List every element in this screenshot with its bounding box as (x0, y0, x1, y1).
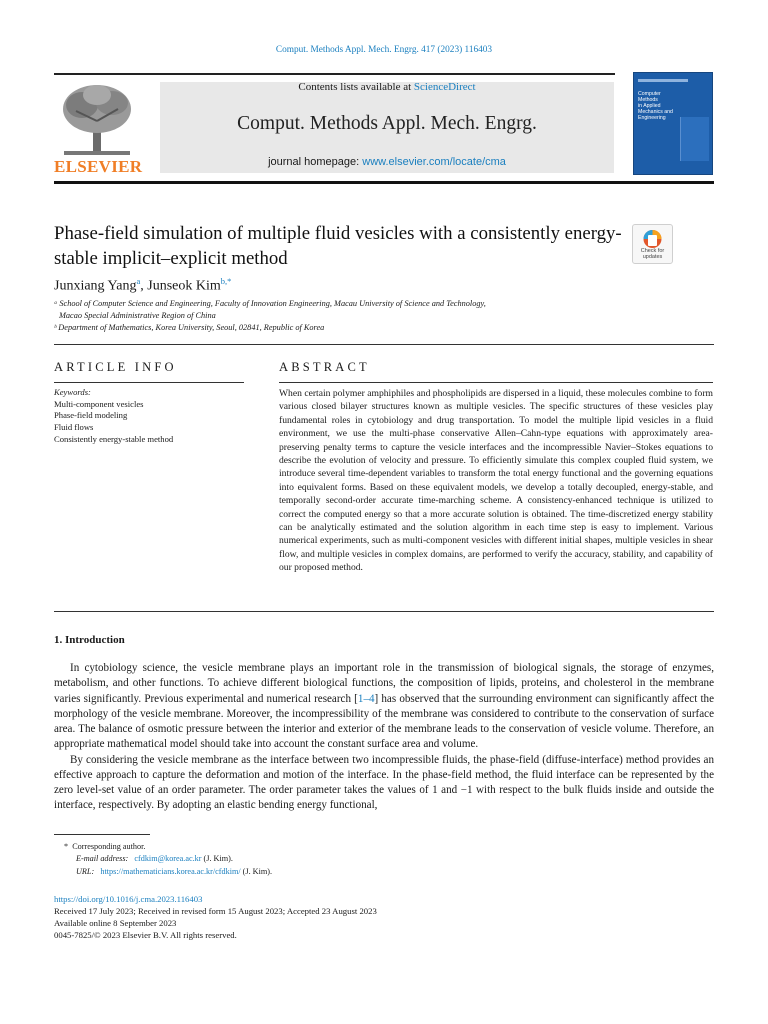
author-name[interactable]: Junxiang Yang (54, 278, 137, 294)
keywords-block (54, 387, 254, 446)
footnote-email (76, 853, 233, 865)
footnote-rule (54, 834, 150, 835)
footnote-url (76, 866, 272, 878)
cover-graphic (680, 117, 709, 161)
introduction-body (54, 661, 714, 814)
abstract-rule (279, 382, 713, 383)
journal-cover-image[interactable] (633, 72, 713, 175)
elsevier-wordmark: ELSEVIER (54, 157, 143, 176)
article-info-rule (54, 382, 244, 383)
article-title: Phase-field simulation of multiple fluid vesicles with a consistently energy-stable implicit–explicit method (54, 223, 622, 269)
intro-p1-text-cont: ] has observed that the surrounding environment can significantly affect the morphology of the vesicle membrane. Moreover, the incompressibility of the membrane was considered to contribute to the conservation of surface area. The balance of osmotic pressure between the interior and exterior of the membrane leads to the conservation of vesicle volume. Therefore, an appropriate mathematical model should take into account the constant surface area and volume. (54, 692, 714, 751)
keyword-item: Phase-field modeling (54, 410, 128, 421)
email-suffix: (J. Kim). (203, 854, 233, 863)
journal-homepage-line (160, 156, 614, 168)
author-name[interactable]: Junseok Kim (147, 278, 221, 294)
cover-title-line: Computer (638, 91, 661, 97)
url-link[interactable]: https://mathematicians.korea.ac.kr/cfdkim/ (100, 867, 241, 876)
contents-line (160, 81, 614, 93)
footnote-corresponding (64, 841, 145, 853)
sciencedirect-link[interactable]: ScienceDirect (413, 81, 476, 93)
url-label: URL: (76, 867, 95, 876)
email-link[interactable]: cfdkim@korea.ac.kr (134, 854, 202, 863)
header-bottom-rule (54, 181, 714, 184)
intro-p1-text: In cytobiology science, the vesicle membrane plays an important role in the transmission of biological signals, the storage of enzymes, metabolism, and other functions. To achieve different biological functions, the composition of lipids, proteins, and cholesterol in the membrane varies significantly. Previous experimental and numerical research [ (54, 662, 714, 705)
keyword-item: Fluid flows (54, 422, 94, 433)
affiliation-a: ᵃ School of Computer Science and Engineering, Faculty of Innovation Engineering, Macau University of Science and Technology, (54, 299, 486, 308)
journal-name: Comput. Methods Appl. Mech. Engrg. (237, 113, 537, 134)
email-label: E-mail address: (76, 854, 129, 863)
introduction-heading: 1. Introduction (54, 634, 125, 646)
footnote-mark: * (64, 842, 69, 851)
copyright-line: 0045-7825/© 2023 Elsevier B.V. All rights reserved. (54, 930, 237, 940)
affiliation-a-cont: Macao Special Administrative Region of China (59, 311, 216, 320)
abstract-text: When certain polymer amphiphiles and phospholipids are dispersed in a liquid, these molecules combine to form various closed bilayer structures known as multiple vesicles. The specific structures of these vesicles play fundamental roles in cytobiology and drug transportation. To model the multiple lipid vesicles in a fluid environment, we use the multi-phase conservative Allen–Cahn-type equations with approximately area-preserving penalty terms to capture the vesicle interfaces and the incompressible Navier–Stokes equations to describe the evolution of velocity and pressure. To efficiently simulate this complex coupled fluid system, we introduce several time-dependent variables to transform the total energy functional and the governing equations into equivalent forms. Based on these equivalent models, we develop a totally decoupled, energy-stable, and temporally second-order accurate time-marching scheme. A consistency-enhanced technique is utilized to correct the computed energy so that a more accurate solution is obtained. The time-discretized energy stability can be analytically estimated and the solution algorithm in each time step is easy to implement. Various numerical experiments, such as multi-component vesicles with different initial shapes, multiple vesicles in shear flow, and multiple vesicles in complex domains, are performed to verify the accuracy, stability, and capability of our proposed method. (279, 388, 713, 574)
check-updates-label: Check for updates (640, 248, 665, 260)
header-top-rule (54, 73, 615, 75)
cover-title-line: Mechanics and (638, 109, 673, 115)
affiliation-b: ᵇ Department of Mathematics, Korea University, Seoul, 02841, Republic of Korea (54, 323, 325, 332)
journal-homepage-link[interactable]: www.elsevier.com/locate/cma (362, 156, 506, 168)
citation-link-1-4[interactable]: 1–4 (357, 692, 375, 705)
abstract-heading: ABSTRACT (279, 360, 370, 374)
journal-citation-link[interactable]: Comput. Methods Appl. Mech. Engrg. 417 (2023) 116403 (275, 45, 493, 55)
available-online: Available online 8 September 2023 (54, 918, 177, 928)
author-affil-mark[interactable]: a (136, 276, 141, 286)
cover-title-line: in Applied (638, 103, 661, 109)
keywords-label: Keywords: (54, 387, 91, 397)
contents-prefix: Contents lists available at (298, 81, 414, 93)
article-info-heading: ARTICLE INFO (54, 360, 177, 374)
authors-line: Junxiang Yang$^a$, Junseok Kim$^{b,*}$ (54, 276, 232, 294)
doi-link[interactable]: https://doi.org/10.1016/j.cma.2023.116403 (54, 894, 203, 904)
abstract-bottom-rule (54, 611, 714, 612)
section-rule (54, 344, 714, 345)
author-affil-mark[interactable]: b,* (220, 276, 232, 286)
received-dates: Received 17 July 2023; Received in revised form 15 August 2023; Accepted 23 August 2023 (54, 906, 377, 916)
cover-title-line: Methods (638, 97, 658, 103)
keyword-item: Consistently energy-stable method (54, 433, 174, 444)
intro-paragraph-2: By considering the vesicle membrane as the interface between two incompressible fluids, the phase-field (diffuse-interface) method provides an effective approach to capture the deformation and motion of the interface. In the phase-field method, the fluid interface can be represented by the zero level-set value of an order parameter. The order parameter takes the values of 1 and −1 with respect to the bulk fluids inside and outside the interface, respectively. By adopting an elastic bending energy functional, (54, 753, 714, 812)
footnote-corresponding-text: Corresponding author. (72, 842, 146, 851)
url-suffix: (J. Kim). (242, 867, 273, 876)
cover-stripe (638, 79, 688, 82)
homepage-prefix: journal homepage: (268, 156, 363, 168)
cover-title-line: Engineering (638, 115, 666, 121)
intro-paragraph-1 (54, 661, 714, 753)
check-for-updates-badge[interactable] (632, 224, 673, 264)
keyword-item: Multi-component vesicles (54, 398, 144, 409)
